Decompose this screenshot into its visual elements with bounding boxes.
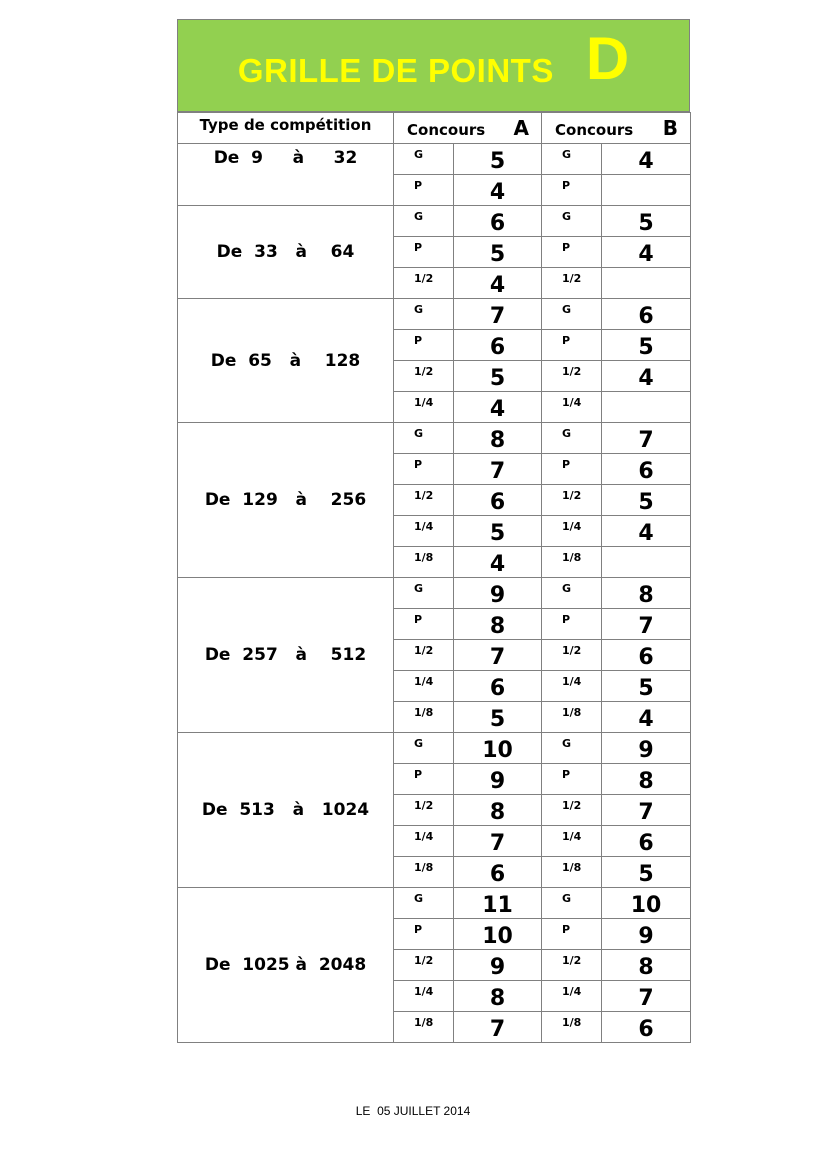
points-b-value — [602, 175, 691, 206]
points-a-value: 10 — [454, 733, 542, 764]
competition-range: De 33 à 64 — [178, 206, 394, 299]
round-a-label: 1/2 — [394, 950, 454, 981]
round-b-label: P — [542, 237, 602, 268]
round-a-label: P — [394, 609, 454, 640]
competition-range: De 9 à 32 — [178, 144, 394, 206]
round-a-label: 1/4 — [394, 392, 454, 423]
table-row — [178, 299, 691, 330]
points-b-value: 4 — [602, 702, 691, 733]
points-b-value: 7 — [602, 795, 691, 826]
round-a-label: G — [394, 578, 454, 609]
table-row — [178, 733, 691, 764]
points-a-value: 8 — [454, 795, 542, 826]
round-b-label: P — [542, 330, 602, 361]
round-a-label: 1/2 — [394, 268, 454, 299]
concours-a-header — [394, 113, 542, 144]
round-a-label: 1/8 — [394, 547, 454, 578]
points-a-value: 5 — [454, 516, 542, 547]
points-b-value: 6 — [602, 640, 691, 671]
concours-b-letter: B — [662, 116, 678, 140]
title-banner — [177, 19, 690, 112]
points-b-value: 7 — [602, 981, 691, 1012]
round-b-label: 1/8 — [542, 547, 602, 578]
round-b-label: G — [542, 733, 602, 764]
round-b-label: 1/2 — [542, 795, 602, 826]
competition-range: De 65 à 128 — [178, 299, 394, 423]
round-b-label: G — [542, 206, 602, 237]
table-row — [178, 144, 691, 175]
points-b-value: 4 — [602, 144, 691, 175]
points-b-value: 5 — [602, 330, 691, 361]
points-b-value — [602, 547, 691, 578]
concours-b-header — [542, 113, 691, 144]
points-b-value: 7 — [602, 609, 691, 640]
points-b-value: 6 — [602, 454, 691, 485]
competition-range: De 1025 à 2048 — [178, 888, 394, 1043]
concours-a-label: Concours — [407, 121, 486, 139]
round-a-label: P — [394, 175, 454, 206]
round-b-label: 1/8 — [542, 857, 602, 888]
points-b-value: 5 — [602, 206, 691, 237]
round-a-label: 1/8 — [394, 857, 454, 888]
points-b-value: 6 — [602, 299, 691, 330]
competition-type-header: Type de compétition — [178, 113, 394, 144]
round-b-label: G — [542, 578, 602, 609]
round-b-label: 1/2 — [542, 950, 602, 981]
round-b-label: P — [542, 175, 602, 206]
table-row — [178, 888, 691, 919]
points-a-value: 9 — [454, 950, 542, 981]
points-a-value: 4 — [454, 268, 542, 299]
round-b-label: 1/2 — [542, 361, 602, 392]
round-b-label: 1/4 — [542, 392, 602, 423]
points-a-value: 9 — [454, 764, 542, 795]
points-a-value: 5 — [454, 702, 542, 733]
points-a-value: 8 — [454, 609, 542, 640]
table-row — [178, 206, 691, 237]
grid-letter: D — [585, 25, 630, 92]
banner-text — [178, 20, 689, 111]
round-a-label: G — [394, 888, 454, 919]
round-b-label: G — [542, 888, 602, 919]
points-b-value: 7 — [602, 423, 691, 454]
round-b-label: 1/2 — [542, 268, 602, 299]
round-b-label: G — [542, 299, 602, 330]
points-grid-sheet — [177, 19, 690, 1043]
round-a-label: G — [394, 144, 454, 175]
round-b-label: 1/4 — [542, 671, 602, 702]
footer-date: LE 05 JUILLET 2014 — [355, 1104, 471, 1118]
points-b-value: 4 — [602, 361, 691, 392]
points-a-value: 8 — [454, 423, 542, 454]
points-b-value: 6 — [602, 1012, 691, 1043]
competition-range: De 257 à 512 — [178, 578, 394, 733]
points-a-value: 7 — [454, 640, 542, 671]
points-a-value: 10 — [454, 919, 542, 950]
table-row — [178, 423, 691, 454]
points-a-value: 4 — [454, 392, 542, 423]
points-b-value: 4 — [602, 237, 691, 268]
round-a-label: G — [394, 423, 454, 454]
round-a-label: 1/2 — [394, 361, 454, 392]
points-a-value: 9 — [454, 578, 542, 609]
points-a-value: 7 — [454, 1012, 542, 1043]
points-b-value: 5 — [602, 485, 691, 516]
points-a-value: 6 — [454, 671, 542, 702]
points-b-value: 10 — [602, 888, 691, 919]
round-a-label: 1/2 — [394, 640, 454, 671]
round-b-label: 1/2 — [542, 485, 602, 516]
round-a-label: P — [394, 330, 454, 361]
points-b-value: 6 — [602, 826, 691, 857]
round-b-label: G — [542, 423, 602, 454]
points-a-value: 6 — [454, 485, 542, 516]
points-a-value: 5 — [454, 361, 542, 392]
round-b-label: P — [542, 454, 602, 485]
round-b-label: P — [542, 609, 602, 640]
points-a-value: 6 — [454, 206, 542, 237]
round-a-label: 1/8 — [394, 1012, 454, 1043]
points-b-value: 5 — [602, 671, 691, 702]
points-a-value: 11 — [454, 888, 542, 919]
round-b-label: 1/4 — [542, 516, 602, 547]
grid-title: GRILLE DE POINTS — [237, 51, 554, 89]
round-a-label: P — [394, 764, 454, 795]
points-a-value: 8 — [454, 981, 542, 1012]
round-b-label: 1/4 — [542, 826, 602, 857]
points-b-value: 9 — [602, 919, 691, 950]
round-b-label: G — [542, 144, 602, 175]
round-a-label: 1/8 — [394, 702, 454, 733]
points-a-value: 4 — [454, 175, 542, 206]
round-a-label: 1/4 — [394, 516, 454, 547]
round-a-label: P — [394, 919, 454, 950]
round-b-label: P — [542, 764, 602, 795]
round-a-label: 1/4 — [394, 671, 454, 702]
points-a-value: 7 — [454, 454, 542, 485]
round-a-label: 1/4 — [394, 826, 454, 857]
round-a-label: P — [394, 237, 454, 268]
points-a-value: 7 — [454, 826, 542, 857]
round-b-label: P — [542, 919, 602, 950]
points-a-value: 6 — [454, 857, 542, 888]
round-a-label: 1/2 — [394, 485, 454, 516]
round-a-label: P — [394, 454, 454, 485]
points-b-value — [602, 268, 691, 299]
points-b-value: 8 — [602, 578, 691, 609]
competition-range: De 129 à 256 — [178, 423, 394, 578]
points-b-value: 4 — [602, 516, 691, 547]
round-a-label: 1/4 — [394, 981, 454, 1012]
round-b-label: 1/8 — [542, 702, 602, 733]
round-a-label: G — [394, 733, 454, 764]
points-a-value: 4 — [454, 547, 542, 578]
points-a-value: 5 — [454, 237, 542, 268]
concours-a-letter: A — [513, 116, 529, 140]
concours-b-label: Concours — [555, 121, 634, 139]
points-table — [177, 112, 691, 1043]
points-b-value: 8 — [602, 764, 691, 795]
round-a-label: G — [394, 299, 454, 330]
round-b-label: 1/8 — [542, 1012, 602, 1043]
table-row — [178, 578, 691, 609]
points-a-value: 6 — [454, 330, 542, 361]
points-a-value: 7 — [454, 299, 542, 330]
points-b-value — [602, 392, 691, 423]
points-b-value: 9 — [602, 733, 691, 764]
points-a-value: 5 — [454, 144, 542, 175]
round-b-label: 1/2 — [542, 640, 602, 671]
table-header-row — [178, 113, 691, 144]
points-b-value: 8 — [602, 950, 691, 981]
round-b-label: 1/4 — [542, 981, 602, 1012]
round-a-label: G — [394, 206, 454, 237]
competition-range: De 513 à 1024 — [178, 733, 394, 888]
points-b-value: 5 — [602, 857, 691, 888]
round-a-label: 1/2 — [394, 795, 454, 826]
